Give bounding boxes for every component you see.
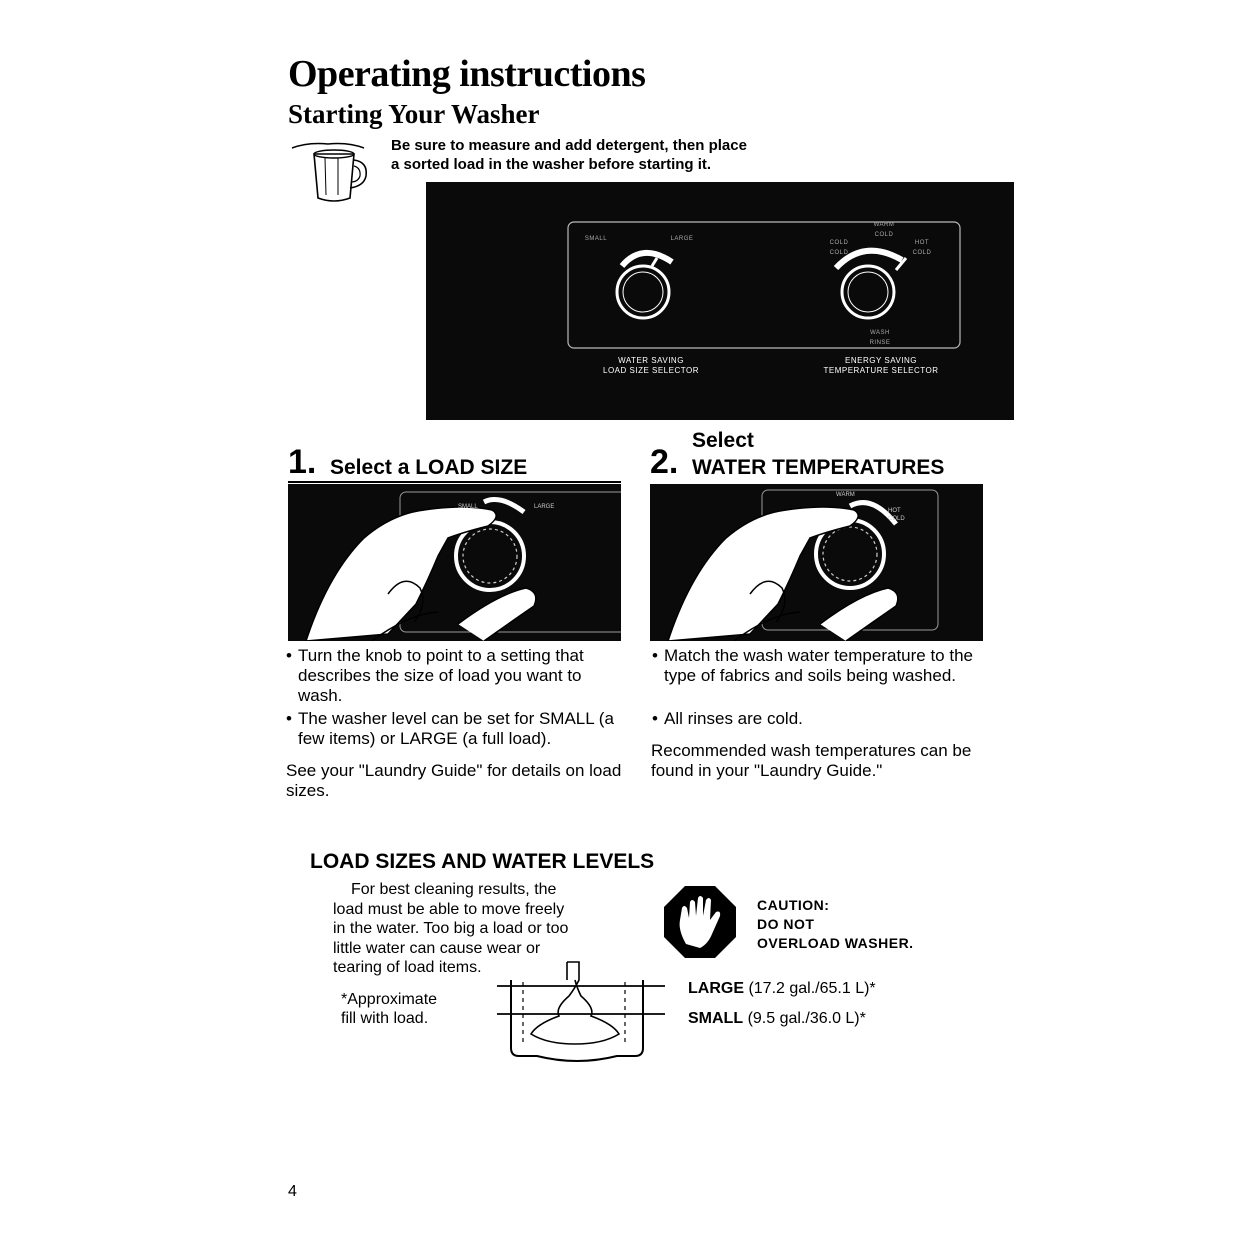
load-size-dial — [617, 253, 672, 318]
washer-tub-diagram — [497, 958, 667, 1070]
step1-rule — [288, 481, 621, 483]
dial-small-label: SMALL — [584, 236, 608, 242]
dial-cold-cold-label: COLD COLD — [829, 240, 849, 256]
step1-bullet-1 — [286, 646, 636, 706]
step2-photo-hot-label: HOT — [888, 508, 901, 514]
temperature-dial — [836, 251, 906, 318]
step2-number: 2. — [650, 443, 679, 481]
load-sizes-title: LOAD SIZES AND WATER LEVELS — [310, 850, 655, 873]
step1-heading: Select a LOAD SIZE — [330, 456, 528, 479]
page-title: Operating instructions — [288, 53, 646, 95]
caution-line-1: CAUTION: — [757, 897, 830, 913]
dial-wash-rinse-label: WASH RINSE — [869, 330, 891, 346]
large-level-value: (17.2 gal./65.1 L)* — [748, 980, 876, 997]
step2-photo — [650, 484, 983, 641]
caution-hand-icon — [664, 886, 736, 958]
footnote-line-1: *Approximate — [341, 991, 438, 1008]
step2-photo-warm-label: WARM — [836, 492, 855, 498]
step1-bullet-1-text: Turn the knob to point to a setting that describes the size of load you want to wash. — [298, 646, 584, 705]
step1-bullet-2 — [286, 709, 636, 749]
step2-photo-cold-label: COLD — [888, 516, 905, 522]
step1-bullet-2-text: The washer level can be set for SMALL (a few items) or LARGE (a full load). — [298, 709, 614, 748]
footnote — [341, 990, 437, 1028]
footnote-line-2: fill with load. — [341, 1010, 429, 1027]
caution-text — [757, 896, 914, 953]
temperature-selector-line-2: TEMPERATURE SELECTOR — [823, 366, 939, 375]
bullet-dot: • — [652, 646, 658, 665]
load-text-line-3: in the water. Too big a load or too — [333, 920, 569, 937]
caution-line-2: DO NOT — [757, 916, 815, 932]
page-number: 4 — [288, 1183, 297, 1200]
intro-line-2: a sorted load in the washer before starting it. — [391, 156, 712, 173]
step1-photo-large-label: LARGE — [534, 504, 555, 510]
dial-warm-cold-label: WARM COLD — [873, 222, 895, 238]
small-level-label: SMALL — [688, 1010, 744, 1027]
small-level-value: (9.5 gal./36.0 L)* — [747, 1010, 866, 1027]
step1-photo — [288, 484, 621, 641]
bullet-dot: • — [286, 709, 292, 728]
step2-heading-line-2: WATER TEMPERATURES — [692, 456, 945, 479]
dial-hot-cold-label: HOT COLD — [912, 240, 932, 256]
load-size-selector-line-1: WATER SAVING — [618, 356, 684, 365]
bullet-dot: • — [652, 709, 658, 728]
small-level — [688, 1010, 866, 1028]
step2-bullet-2 — [652, 709, 997, 729]
caution-line-3: OVERLOAD WASHER. — [757, 935, 914, 951]
load-size-selector-label — [566, 356, 736, 376]
step2-heading-line-1: Select — [692, 429, 754, 452]
load-text-line-1: For best cleaning results, the — [351, 881, 557, 898]
step2-note: Recommended wash temperatures can be found in your "Laundry Guide." — [651, 741, 972, 780]
step1-photo-small-label: SMALL — [458, 504, 478, 510]
step1-note: See your "Laundry Guide" for details on load sizes. — [286, 761, 622, 800]
dial-large-label: LARGE — [670, 236, 694, 242]
page-subtitle: Starting Your Washer — [288, 99, 540, 129]
load-size-selector-line-2: LOAD SIZE SELECTOR — [603, 366, 699, 375]
measuring-cup-icon — [288, 140, 380, 206]
control-panel-illustration — [426, 182, 1014, 420]
intro-line-1: Be sure to measure and add detergent, then place — [391, 137, 747, 154]
step2-bullet-1 — [652, 646, 997, 686]
large-level-label: LARGE — [688, 980, 744, 997]
intro-text — [391, 136, 911, 174]
large-level — [688, 980, 876, 998]
step2-bullet-1-text: Match the wash water temperature to the type of fabrics and soils being washed. — [664, 646, 973, 685]
temperature-selector-line-1: ENERGY SAVING — [845, 356, 917, 365]
step1-number: 1. — [288, 443, 317, 481]
load-text-line-2: load must be able to move freely — [333, 900, 565, 918]
temperature-selector-label — [796, 356, 966, 376]
load-text-line-5: tearing of load items. — [333, 959, 482, 976]
step2-bullet-2-text: All rinses are cold. — [664, 709, 803, 728]
load-text-line-4: little water can cause wear or — [333, 939, 541, 957]
bullet-dot: • — [286, 646, 292, 665]
